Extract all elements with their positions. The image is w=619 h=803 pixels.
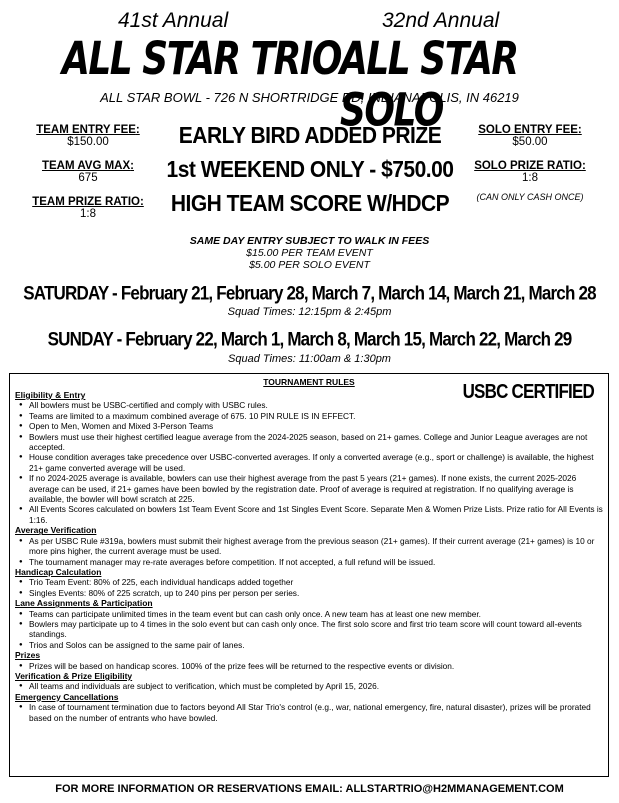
- trio-annual-label: 41st Annual: [118, 9, 229, 32]
- rules-section-list: [15, 577, 603, 598]
- rules-section-list: [15, 609, 603, 651]
- solo-entry-fee-label: SOLO ENTRY FEE:: [478, 124, 582, 136]
- rules-title: TOURNAMENT RULES: [263, 377, 355, 387]
- rules-section-list: [15, 681, 603, 691]
- rules-section-list: [15, 702, 603, 723]
- rule-item: ● As per USBC Rule #319a, bowlers must submit their highest average from the previous season (21+ games). If their current average (21+ games) is 10 or more pins higher, the current average must be used.: [15, 536, 603, 557]
- saturday-dates: SATURDAY - February 21, February 28, March 7, March 14, March 21, March 28: [23, 282, 596, 304]
- rule-item: ● Bowlers must use their highest certified league average from the 2024-2025 season, based on 21+ games. College and Junior League averages are not accepted.: [15, 432, 603, 453]
- solo-title: ALL STAR SOLO: [340, 34, 518, 137]
- rules-section-list: [15, 536, 603, 567]
- rule-item: ● Bowlers may participate up to 4 times in the solo event but can cash only once. The first solo score and first trio team score will count toward all-events standings.: [15, 619, 603, 640]
- solo-annual-label: 32nd Annual: [382, 9, 500, 32]
- rule-item: ● Teams are limited to a maximum combined average of 675. 10 PIN RULE IS IN EFFECT.: [15, 411, 603, 421]
- promo-line-1: EARLY BIRD ADDED PRIZE: [178, 123, 442, 149]
- walkin-team-fee: $15.00 PER TEAM EVENT: [246, 247, 373, 259]
- rule-item: ● Prizes will be based on handicap scores. 100% of the prize fees will be returned to the respective events or division.: [15, 661, 603, 671]
- rules-section-heading: Lane Assignments & Participation: [15, 598, 153, 609]
- team-avg-max-value: 675: [78, 172, 98, 184]
- rules-section-heading: Prizes: [15, 650, 41, 661]
- contact-footer: FOR MORE INFORMATION OR RESERVATIONS EMAIL: ALLSTARTRIO@H2MMANAGEMENT.COM: [55, 783, 564, 795]
- promo-line-2: 1st WEEKEND ONLY - $750.00: [166, 157, 454, 183]
- rules-section-list: [15, 661, 603, 671]
- venue-address: ALL STAR BOWL - 726 N SHORTRIDGE RD, INDIANAPOLIS, IN 46219: [100, 90, 519, 105]
- rule-item: ● Trio Team Event: 80% of 225, each individual handicaps added together: [15, 577, 603, 587]
- walkin-solo-fee: $5.00 PER SOLO EVENT: [249, 259, 370, 271]
- rules-body: [15, 390, 603, 723]
- rules-section-heading: Eligibility & Entry: [15, 390, 86, 400]
- solo-prize-ratio-value: 1:8: [522, 172, 538, 184]
- solo-cash-note: (CAN ONLY CASH ONCE): [476, 192, 584, 202]
- team-info-column: [18, 124, 158, 220]
- tournament-rules-box: [9, 373, 609, 777]
- team-prize-ratio-value: 1:8: [80, 208, 96, 220]
- rule-item: ● The tournament manager may re-rate averages before competition. If not accepted, a full refund will be issued.: [15, 557, 603, 567]
- rule-item: ● All teams and individuals are subject to verification, which must be completed by April 15, 2026.: [15, 681, 603, 691]
- team-entry-fee-label: TEAM ENTRY FEE:: [36, 124, 140, 136]
- solo-prize-ratio-label: SOLO PRIZE RATIO:: [474, 160, 586, 172]
- rules-section-list: [15, 400, 603, 525]
- solo-info-column: [460, 124, 600, 202]
- saturday-squad-times: Squad Times: 12:15pm & 2:45pm: [227, 306, 392, 318]
- rules-section-heading: Average Verification: [15, 525, 97, 536]
- promo-line-3: HIGH TEAM SCORE W/HDCP: [170, 191, 450, 217]
- rule-item: ● Singles Events: 80% of 225 scratch, up to 240 pins per person per series.: [15, 588, 603, 598]
- rule-item: ● All Events Scores calculated on bowlers 1st Team Event Score and 1st Singles Event Score. Separate Men & Women Prize Lists. Prize ratio for All Events is 1:16.: [15, 504, 603, 525]
- usbc-certified-badge: USBC CERTIFIED: [462, 380, 594, 403]
- rule-item: ● In case of tournament termination due to factors beyond All Star Trio's control (e.g., war, national emergency, fire, natural disaster), prizes will be prorated based on the number of entrants who have bowled.: [15, 702, 603, 723]
- rule-item: ● Teams can participate unlimited times in the team event but can cash only once. A new team has at least one new member.: [15, 609, 603, 619]
- walkin-title: SAME DAY ENTRY SUBJECT TO WALK IN FEES: [189, 235, 430, 247]
- rule-item: ● House condition averages take precedence over USBC-converted averages. If only a converted average (e.g., sport or challenge) is available, the highest 21+ game converted average will be used.: [15, 452, 603, 473]
- rules-section-heading: Emergency Cancellations: [15, 691, 119, 702]
- sunday-dates: SUNDAY - February 22, March 1, March 8, March 15, March 22, March 29: [47, 328, 572, 350]
- sunday-squad-times: Squad Times: 11:00am & 1:30pm: [228, 353, 391, 365]
- team-entry-fee-value: $150.00: [67, 136, 109, 148]
- rules-section-heading: Handicap Calculation: [15, 566, 102, 577]
- trio-title: ALL STAR TRIO: [62, 34, 341, 86]
- rule-item: ● All bowlers must be USBC-certified and comply with USBC rules.: [15, 400, 603, 410]
- rule-item: ● Trios and Solos can be assigned to the same pair of lanes.: [15, 640, 603, 650]
- rule-item: ● If no 2024-2025 average is available, bowlers can use their highest average from the past 5 years (21+ games). If none exists, the current 2025-2026 average can be used, if 21+ games have been bowled by the registration date. Proof of average is required at registration. If no qualifying average is available, the bowler will bowl scratch at 225.: [15, 473, 603, 504]
- rule-item: ● Open to Men, Women and Mixed 3-Person Teams: [15, 421, 603, 431]
- solo-entry-fee-value: $50.00: [512, 136, 548, 148]
- team-prize-ratio-label: TEAM PRIZE RATIO:: [32, 196, 144, 208]
- rules-section-heading: Verification & Prize Eligibility: [15, 670, 133, 681]
- team-avg-max-label: TEAM AVG MAX:: [41, 160, 134, 172]
